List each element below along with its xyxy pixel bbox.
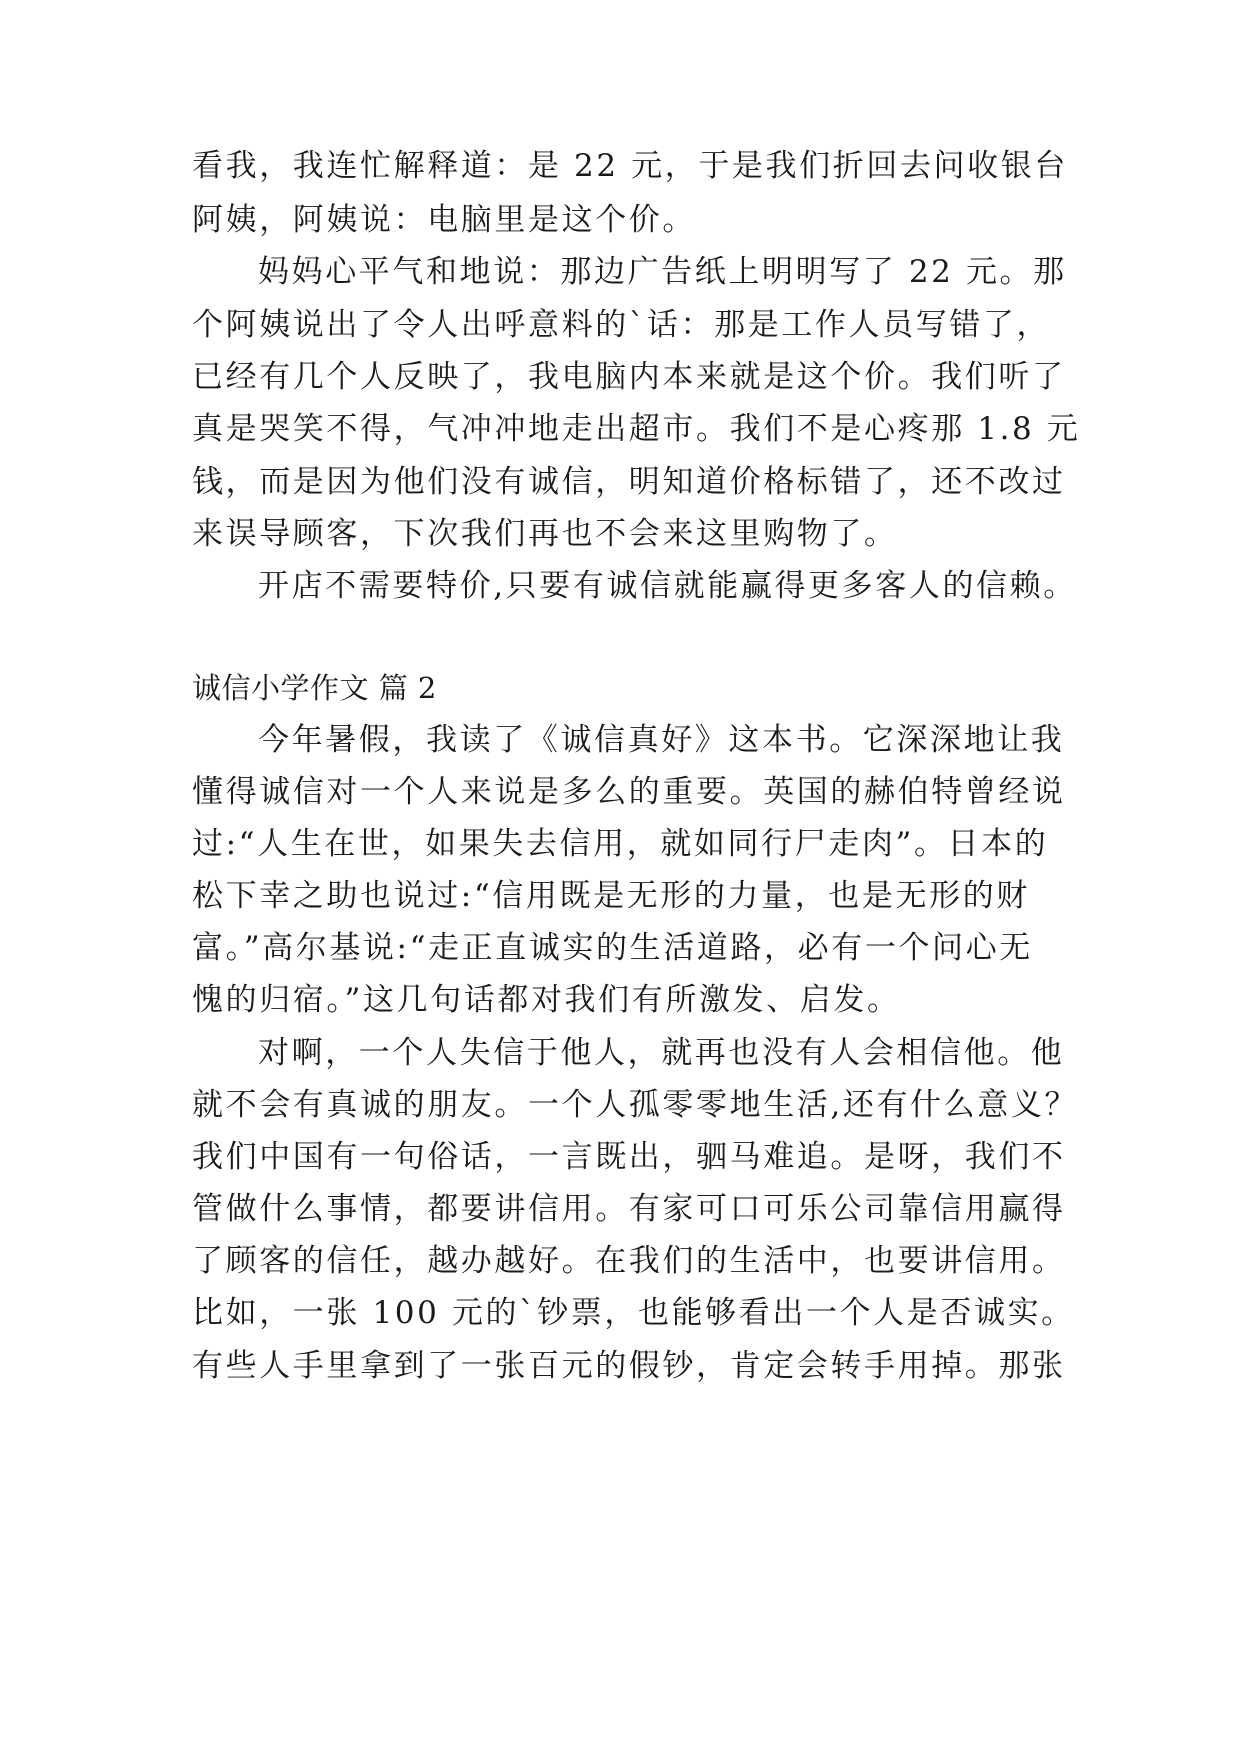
text-line: 就不会有真诚的朋友。一个人孤零零地生活,还有什么意义？ xyxy=(192,1087,1079,1123)
text-line: 富。”高尔基说:“走正直诚实的生活道路，必有一个问心无 xyxy=(192,930,1033,966)
text-line: 有些人手里拿到了一张百元的假钞，肯定会转手用掉。那张 xyxy=(192,1348,1066,1384)
text-line: 懂得诚信对一个人来说是多么的重要。英国的赫伯特曾经说 xyxy=(192,774,1066,810)
text-line: 来误导顾客，下次我们再也不会来这里购物了。 xyxy=(192,516,898,552)
section-heading: 诚信小学作文 篇 2 xyxy=(192,671,437,705)
text-line: 我们中国有一句俗话，一言既出，驷马难追。是呀，我们不 xyxy=(192,1139,1066,1175)
text-line: 钱，而是因为他们没有诚信，明知道价格标错了，还不改过 xyxy=(192,464,1066,500)
text-line: 看我，我连忙解释道：是 22 元，于是我们折回去问收银台 xyxy=(192,148,1068,184)
text-line: 管做什么事情，都要讲信用。有家可口可乐公司靠信用赢得 xyxy=(192,1191,1066,1227)
text-line: 开店不需要特价,只要有诚信就能赢得更多客人的信赖。 xyxy=(258,568,1077,604)
text-line: 过:“人生在世，如果失去信用，就如同行尸走肉”。日本的 xyxy=(192,826,1049,862)
text-line: 真是哭笑不得，气冲冲地走出超市。我们不是心疼那 1.8 元 xyxy=(192,411,1081,447)
text-line: 松下幸之助也说过:“信用既是无形的力量，也是无形的财 xyxy=(192,878,1030,914)
text-line: 愧的归宿。”这几句话都对我们有所激发、启发。 xyxy=(192,982,901,1018)
text-line: 比如，一张 100 元的`钞票，也能够看出一个人是否诚实。 xyxy=(192,1295,1075,1331)
text-line: 今年暑假，我读了《诚信真好》这本书。它深深地让我 xyxy=(258,722,1065,758)
text-line: 个阿姨说出了令人出呼意料的`话：那是工作人员写错了， xyxy=(192,307,1051,343)
text-line: 阿姨，阿姨说：电脑里是这个价。 xyxy=(192,202,696,238)
text-line: 对啊，一个人失信于他人，就再也没有人会相信他。他 xyxy=(258,1035,1065,1071)
text-line: 了顾客的信任，越办越好。在我们的生活中，也要讲信用。 xyxy=(192,1243,1066,1279)
text-line: 已经有几个人反映了，我电脑内本来就是这个价。我们听了 xyxy=(192,359,1066,395)
text-line: 妈妈心平气和地说：那边广告纸上明明写了 22 元。那 xyxy=(258,254,1067,290)
